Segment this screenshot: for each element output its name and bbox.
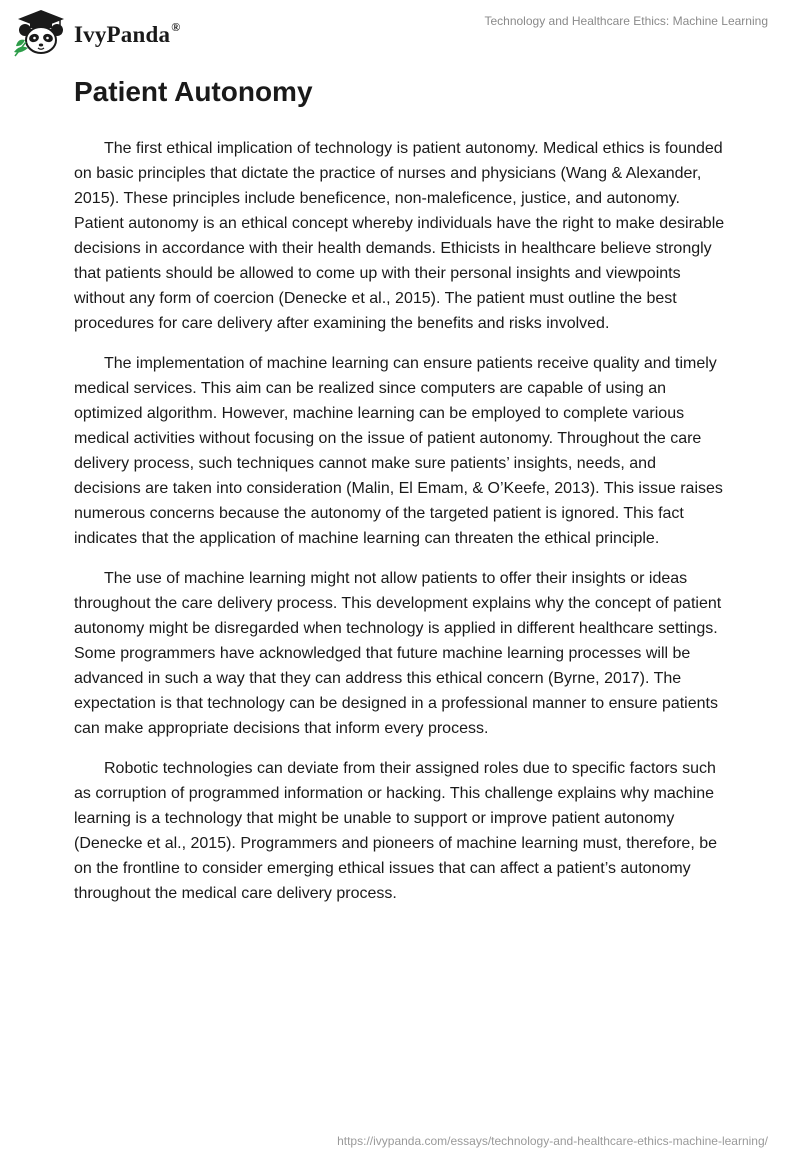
paragraph-3: The use of machine learning might not allow patients to offer their insights or ideas throughout the care delivery process. This development explains why the concept of patient autonomy might be disregarded when technology is applied in different healthcare settings. Some programmers have acknowledged that future machine learning processes will be advanced in such a way that they can address this ethical concern (Byrne, 2017). The expectation is that technology can be designed in a professional manner to ensure patients can make appropriate decisions that inform every process. xyxy=(74,570,722,737)
paragraph-2: The implementation of machine learning can ensure patients receive quality and timely medical services. This aim can be realized since computers are capable of using an optimized algorithm. However, machine learning can be employed to complete various medical activities without focusing on the issue of patient autonomy. Throughout the care delivery process, such techniques cannot make sure patients’ insights, needs, and decisions are taken into consideration (Malin, El Emam, & O’Keefe, 2013). This issue raises numerous concerns because the autonomy of the targeted patient is ignored. This fact indicates that the application of machine learning can threaten the ethical principle. xyxy=(74,355,723,547)
registered-mark: ® xyxy=(171,20,181,34)
section-heading: Patient Autonomy xyxy=(74,76,313,107)
running-title: Technology and Healthcare Ethics: Machine Learning xyxy=(484,14,768,28)
source-url[interactable]: https://ivypanda.com/essays/technology-and-healthcare-ethics-machine-learning/ xyxy=(337,1134,768,1148)
paragraph-4: Robotic technologies can deviate from their assigned roles due to specific factors such as corruption of programmed information or hacking. This challenge explains why machine learning is a technology that might be unable to support or improve patient autonomy (Denecke et al., 2015). Programmers and pioneers of machine learning must, therefore, be on the frontline to consider emerging ethical issues that can affect a patient’s autonomy throughout the medical care delivery process. xyxy=(74,760,717,902)
brand-logo[interactable] xyxy=(12,8,180,58)
brand-name: IvyPanda® xyxy=(74,20,181,47)
panda-graduation-cap-icon xyxy=(12,8,70,58)
page-header xyxy=(0,0,800,70)
article-body xyxy=(74,70,726,921)
paragraph-1: The first ethical implication of technology is patient autonomy. Medical ethics is founded on basic principles that dictate the practice of nurses and physicians (Wang & Alexander, 2015). These principles include beneficence, non-maleficence, justice, and autonomy. Patient autonomy is an ethical concept whereby individuals have the right to make desirable decisions in accordance with their health demands. Ethicists in healthcare believe strongly that patients should be allowed to come up with their personal insights and viewpoints without any form of coercion (Denecke et al., 2015). The patient must outline the best procedures for care delivery after examining the benefits and risks involved. xyxy=(74,140,725,332)
paragraph-list xyxy=(74,136,726,906)
